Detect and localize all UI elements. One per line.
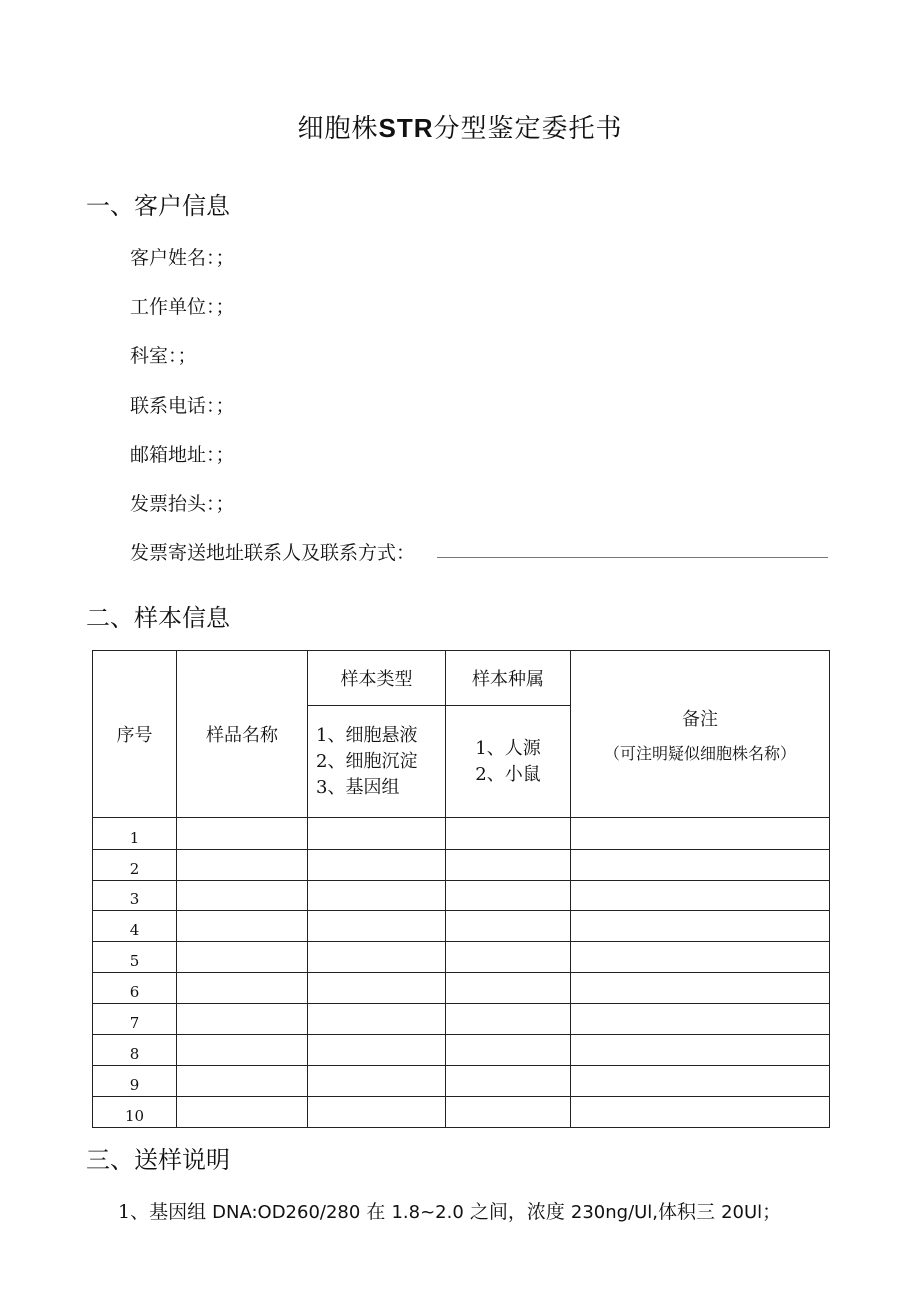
cell-sample-type[interactable] (308, 881, 446, 911)
table-row (93, 881, 830, 911)
cell-sample-type[interactable] (308, 1066, 446, 1097)
cell-sample-species[interactable] (446, 973, 571, 1004)
row-index: 4 (93, 911, 177, 942)
table-row (93, 942, 830, 973)
field-email: 邮箱地址：； (130, 444, 235, 466)
cell-note[interactable] (571, 1097, 830, 1128)
cell-sample-type[interactable] (308, 850, 446, 881)
note-label: 备注 (682, 708, 718, 730)
sample-species-options (446, 706, 571, 818)
field-workplace: 工作单位：； (130, 296, 235, 318)
table-row (93, 818, 830, 850)
cell-sample-name[interactable] (177, 881, 308, 911)
cell-note[interactable] (571, 818, 830, 850)
cell-sample-species[interactable] (446, 1066, 571, 1097)
species-option: 1、人源 (475, 737, 541, 759)
table-row (93, 850, 830, 881)
cell-sample-name[interactable] (177, 1097, 308, 1128)
cell-note[interactable] (571, 881, 830, 911)
header-sample-type: 样本类型 (308, 651, 446, 706)
cell-sample-name[interactable] (177, 911, 308, 942)
cell-sample-name[interactable] (177, 973, 308, 1004)
page-title: 细胞株STR分型鉴定委托书 (297, 113, 623, 144)
cell-sample-name[interactable] (177, 1035, 308, 1066)
cell-sample-name[interactable] (177, 942, 308, 973)
cell-sample-species[interactable] (446, 850, 571, 881)
cell-sample-name[interactable] (177, 1066, 308, 1097)
field-customer-name: 客户姓名：； (130, 247, 235, 269)
header-note (571, 651, 830, 818)
table-row (93, 973, 830, 1004)
cell-sample-species[interactable] (446, 881, 571, 911)
row-index: 9 (93, 1066, 177, 1097)
cell-sample-type[interactable] (308, 1004, 446, 1035)
cell-note[interactable] (571, 1035, 830, 1066)
table-row (93, 1004, 830, 1035)
field-invoice-contact: 发票寄送地址联系人及联系方式： (130, 542, 416, 564)
sample-type-options (308, 706, 446, 818)
row-index: 8 (93, 1035, 177, 1066)
cell-note[interactable] (571, 942, 830, 973)
cell-sample-species[interactable] (446, 911, 571, 942)
section-heading-customer-info: 一、客户信息 (86, 192, 230, 220)
field-department: 科室：； (130, 345, 197, 367)
cell-note[interactable] (571, 1004, 830, 1035)
cell-sample-name[interactable] (177, 1004, 308, 1035)
cell-sample-type[interactable] (308, 1035, 446, 1066)
row-index: 6 (93, 973, 177, 1004)
header-sample-species: 样本种属 (446, 651, 571, 706)
species-option: 2、小鼠 (475, 763, 541, 785)
row-index: 2 (93, 850, 177, 881)
cell-sample-species[interactable] (446, 1035, 571, 1066)
cell-sample-type[interactable] (308, 1097, 446, 1128)
row-index: 7 (93, 1004, 177, 1035)
cell-note[interactable] (571, 973, 830, 1004)
row-index: 1 (93, 818, 177, 850)
field-phone: 联系电话：； (130, 395, 235, 417)
cell-sample-type[interactable] (308, 818, 446, 850)
section-heading-shipping-notes: 三、送样说明 (86, 1146, 230, 1174)
header-index: 序号 (93, 651, 177, 818)
shipping-requirement-1: 1、基因组 DNA:OD260/280 在 1.8~2.0 之间，浓度 230ng/Ul,体积三 20Ul； (118, 1201, 782, 1223)
cell-sample-species[interactable] (446, 818, 571, 850)
invoice-contact-input-line[interactable] (437, 557, 828, 558)
row-index: 5 (93, 942, 177, 973)
sample-table (92, 650, 830, 1128)
type-option: 1、细胞悬液 (316, 724, 418, 746)
cell-sample-species[interactable] (446, 1097, 571, 1128)
cell-sample-type[interactable] (308, 973, 446, 1004)
type-option: 3、基因组 (316, 776, 400, 798)
cell-note[interactable] (571, 1066, 830, 1097)
section-heading-sample-info: 二、样本信息 (86, 604, 230, 632)
cell-sample-species[interactable] (446, 942, 571, 973)
type-option: 2、细胞沉淀 (316, 750, 418, 772)
cell-sample-type[interactable] (308, 942, 446, 973)
table-row (93, 1097, 830, 1128)
table-row (93, 1066, 830, 1097)
cell-sample-name[interactable] (177, 850, 308, 881)
cell-sample-species[interactable] (446, 1004, 571, 1035)
cell-note[interactable] (571, 911, 830, 942)
note-hint: （可注明疑似细胞株名称） (603, 743, 796, 763)
cell-sample-name[interactable] (177, 818, 308, 850)
row-index: 10 (93, 1097, 177, 1128)
table-row (93, 1035, 830, 1066)
header-sample-name: 样品名称 (177, 651, 308, 818)
cell-note[interactable] (571, 850, 830, 881)
field-invoice-title: 发票抬头：； (130, 493, 235, 515)
cell-sample-type[interactable] (308, 911, 446, 942)
row-index: 3 (93, 881, 177, 911)
table-row (93, 911, 830, 942)
